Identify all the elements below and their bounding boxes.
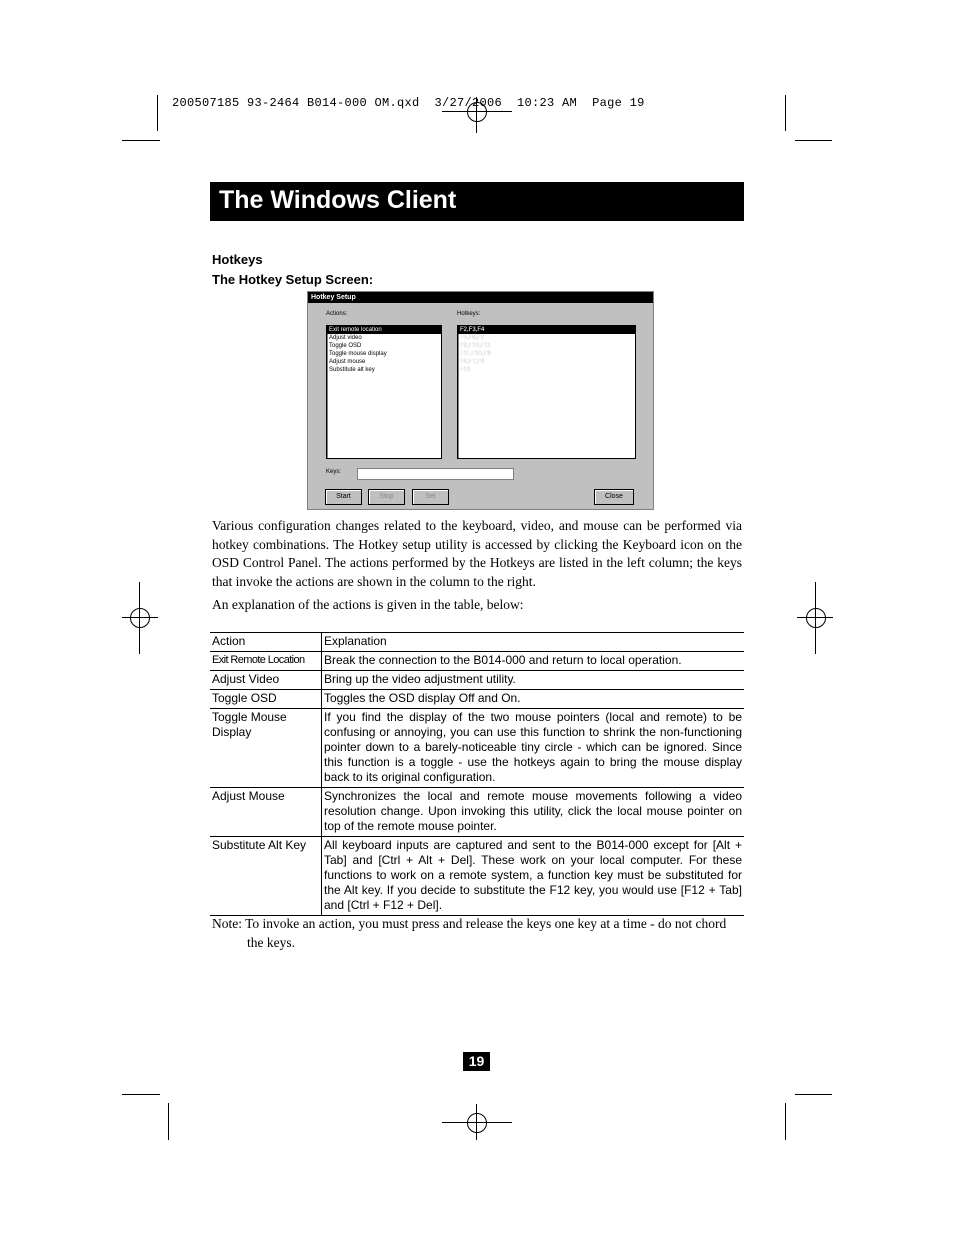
hotkeys-label: Hotkeys:	[457, 311, 481, 317]
table-cell-action: Adjust Video	[210, 671, 322, 690]
actions-list[interactable]	[326, 325, 442, 459]
crop-mark	[122, 1094, 160, 1095]
dialog-title: Hotkey Setup	[308, 292, 653, 303]
table-row	[210, 788, 744, 837]
action-item[interactable]: Adjust video	[329, 335, 362, 341]
table-row	[210, 652, 744, 671]
table-cell-action: Exit Remote Location	[210, 652, 322, 671]
table-header: Action	[210, 633, 322, 652]
stop-button[interactable]: Stop	[368, 489, 405, 505]
keys-input[interactable]	[357, 468, 514, 480]
action-item[interactable]: Toggle mouse display	[329, 351, 387, 357]
crop-mark	[785, 95, 786, 131]
hotkey-item[interactable]: F8,F7,F6	[460, 359, 485, 365]
set-button[interactable]: Set	[412, 489, 449, 505]
table-cell-action: Toggle OSD	[210, 690, 322, 709]
note-line: Note: To invoke an action, you must press and release the keys one key at a time - do not chord	[212, 916, 727, 931]
hotkey-item[interactable]: F11,F10,F9	[460, 351, 491, 357]
section-title: The Windows Client	[219, 186, 457, 214]
keys-label: Keys:	[326, 469, 342, 475]
registration-mark	[467, 1113, 487, 1133]
table-cell-action: Adjust Mouse	[210, 788, 322, 837]
table-cell-explanation: Bring up the video adjustment utility.	[322, 671, 745, 690]
table-header-row	[210, 633, 744, 652]
table-cell-explanation: Toggles the OSD display Off and On.	[322, 690, 745, 709]
crop-mark	[785, 1103, 786, 1140]
table-cell-action: Substitute Alt Key	[210, 837, 322, 916]
table-cell-action: Toggle Mouse Display	[210, 709, 322, 788]
actions-table	[210, 632, 744, 916]
action-item[interactable]: Substitute alt key	[329, 367, 375, 373]
registration-mark	[130, 608, 150, 628]
crop-mark	[122, 140, 160, 141]
action-item[interactable]: Toggle OSD	[329, 343, 362, 349]
table-row	[210, 837, 744, 916]
registration-mark	[476, 1104, 477, 1140]
registration-mark	[139, 582, 140, 654]
crop-mark	[157, 95, 158, 131]
intro-paragraph: Various configuration changes related to the keyboard, video, and mouse can be performed via hotkey combinations. The Hotkey setup utility is accessed by clicking the Keyboard icon on the OSD Control Panel. The actions performed by the Hotkeys are listed in the left column; the keys that invoke the actions are shown in the column to the right.	[212, 518, 742, 590]
table-row	[210, 690, 744, 709]
table-cell-explanation: If you find the display of the two mouse pointers (local and remote) to be confusing or annoying, you can use this function to shrink the non-functioning pointer down to a barely-noticeable tiny circle - which can be ignored. Since this function is a toggle - use the hotkeys again to bring the mouse display back to its original configuration.	[322, 709, 745, 788]
section-title-bar	[210, 182, 744, 221]
registration-mark	[442, 1122, 512, 1123]
table-cell-explanation: Break the connection to the B014-000 and return to local operation.	[322, 652, 745, 671]
action-item[interactable]: Adjust mouse	[329, 359, 366, 365]
hotkey-setup-dialog	[307, 291, 654, 510]
note	[212, 914, 742, 952]
table-row	[210, 671, 744, 690]
hotkeys-list[interactable]	[457, 325, 636, 459]
registration-mark	[122, 617, 158, 618]
table-cell-explanation: All keyboard inputs are captured and sent to the B014-000 except for [Alt + Tab] and [Ctrl + Alt + Del]. These work on your local computer. For these functions to work on a remote system, a function key must be substituted for the Alt key. If you decide to substitute the F12 key, you would use [F12 + Tab] and [Ctrl + F12 + Del].	[322, 837, 745, 916]
heading-hotkeys: Hotkeys	[212, 252, 263, 267]
start-button[interactable]: Start	[325, 489, 362, 505]
close-button[interactable]: Close	[594, 489, 634, 505]
hotkey-item[interactable]: F9,F10,F11	[460, 343, 491, 349]
crop-mark	[168, 1103, 169, 1140]
hotkey-item[interactable]: F2,F3,F4	[458, 326, 635, 334]
table-header: Explanation	[322, 633, 745, 652]
hotkey-item[interactable]: F5,F6,F7	[460, 335, 485, 341]
registration-mark	[442, 111, 512, 112]
heading-setup-screen: The Hotkey Setup Screen:	[212, 272, 374, 287]
actions-label: Actions:	[326, 311, 348, 317]
crop-mark	[795, 140, 832, 141]
note-line: the keys.	[247, 935, 295, 950]
file-slug: 200507185 93-2464 B014-000 OM.qxd 3/27/2006 10:23 AM Page 19	[172, 96, 645, 110]
table-cell-explanation: Synchronizes the local and remote mouse movements following a video resolution change. Upon invoking this utility, click the local mouse pointer on top of the remote mouse pointer.	[322, 788, 745, 837]
action-item[interactable]: Exit remote location	[327, 326, 441, 334]
page-number: 19	[463, 1052, 490, 1071]
table-intro: An explanation of the actions is given in the table, below:	[212, 597, 524, 612]
hotkey-item[interactable]: F12	[460, 367, 471, 373]
registration-mark	[815, 582, 816, 654]
table-row	[210, 709, 744, 788]
crop-mark	[795, 1094, 832, 1095]
registration-mark	[806, 608, 826, 628]
